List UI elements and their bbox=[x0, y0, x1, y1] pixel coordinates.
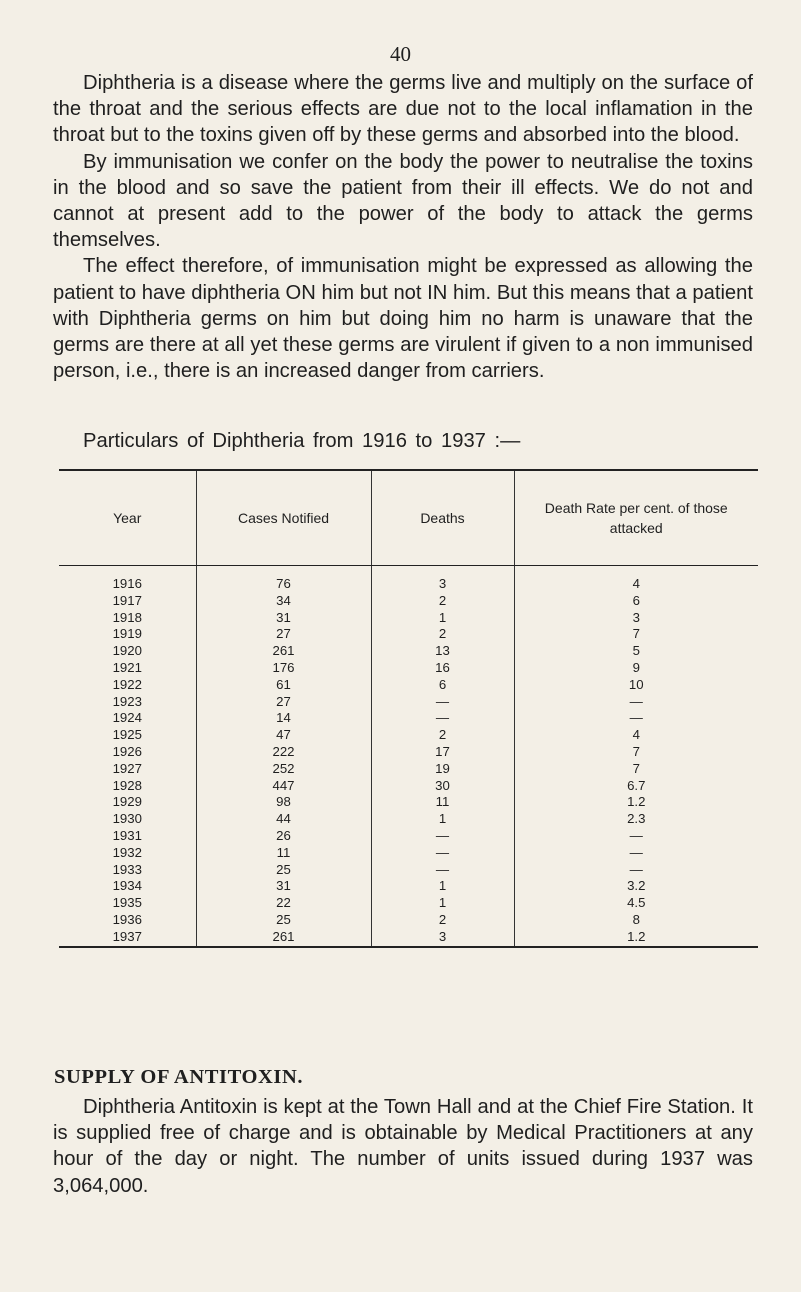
cell-death-rate: 8 bbox=[514, 912, 758, 929]
table-row bbox=[59, 929, 758, 947]
cell-cases: 447 bbox=[196, 778, 371, 795]
cell-deaths: — bbox=[371, 845, 514, 862]
cell-death-rate: — bbox=[514, 845, 758, 862]
cell-year: 1928 bbox=[112, 777, 142, 793]
cell-year: 1934 bbox=[112, 878, 142, 894]
cell-year: 1935 bbox=[112, 895, 142, 911]
header-cases-notified: Cases Notified bbox=[196, 470, 371, 566]
intro-paragraphs bbox=[53, 70, 753, 384]
cell-death-rate: 4 bbox=[514, 566, 758, 593]
page-number: 40 bbox=[390, 42, 411, 66]
paragraph-carriers: The effect therefore, of immunisation might be expressed as allowing the patient to have diphtheria ON him but not IN him. But this means that a patient with Diphtheria germs on him but doing him no harm is unaware that the germs are there at all yet these germs are virulent if given to a non immunised person, i.e., there is an increased danger from carriers. bbox=[53, 255, 753, 383]
cell-deaths: 2 bbox=[371, 912, 514, 929]
cell-cases: 25 bbox=[196, 912, 371, 929]
cell-year: 1927 bbox=[112, 760, 142, 776]
cell-death-rate: 7 bbox=[514, 626, 758, 643]
diphtheria-table bbox=[59, 469, 758, 948]
header-deaths: Deaths bbox=[371, 470, 514, 566]
cell-cases: 27 bbox=[196, 694, 371, 711]
header-death-rate: Death Rate per cent. of those attacked bbox=[514, 470, 758, 566]
cell-cases: 34 bbox=[196, 593, 371, 610]
cell-year: 1922 bbox=[112, 676, 142, 692]
table-row bbox=[59, 811, 758, 828]
cell-cases: 26 bbox=[196, 828, 371, 845]
cell-deaths: 2 bbox=[371, 727, 514, 744]
cell-year: 1932 bbox=[112, 844, 142, 860]
table-row bbox=[59, 626, 758, 643]
cell-death-rate: 5 bbox=[514, 643, 758, 660]
cell-year: 1929 bbox=[112, 794, 142, 810]
table-header-row bbox=[59, 470, 758, 566]
cell-year: 1918 bbox=[112, 609, 142, 625]
cell-cases: 222 bbox=[196, 744, 371, 761]
cell-cases: 61 bbox=[196, 677, 371, 694]
table-row bbox=[59, 710, 758, 727]
cell-deaths: — bbox=[371, 694, 514, 711]
cell-year: 1936 bbox=[112, 911, 142, 927]
table-row bbox=[59, 727, 758, 744]
cell-cases: 76 bbox=[196, 566, 371, 593]
cell-death-rate: 7 bbox=[514, 744, 758, 761]
table-row bbox=[59, 593, 758, 610]
cell-deaths: 1 bbox=[371, 878, 514, 895]
cell-year: 1925 bbox=[112, 727, 142, 743]
cell-death-rate: 3 bbox=[514, 610, 758, 627]
cell-death-rate: 6.7 bbox=[514, 778, 758, 795]
cell-year: 1923 bbox=[112, 693, 142, 709]
table-row bbox=[59, 643, 758, 660]
table-row bbox=[59, 677, 758, 694]
table-row bbox=[59, 878, 758, 895]
cell-year: 1930 bbox=[112, 811, 142, 827]
cell-cases: 27 bbox=[196, 626, 371, 643]
cell-year: 1933 bbox=[112, 861, 142, 877]
cell-cases: 44 bbox=[196, 811, 371, 828]
cell-cases: 14 bbox=[196, 710, 371, 727]
cell-death-rate: 4 bbox=[514, 727, 758, 744]
paragraph-immunisation: By immunisation we confer on the body the power to neutralise the toxins in the blood and so save the patient from their ill effects. We do not and cannot at present add to the power of the body to attack the germs themselves. bbox=[53, 150, 753, 252]
table-row bbox=[59, 761, 758, 778]
cell-death-rate: 9 bbox=[514, 660, 758, 677]
cell-deaths: 16 bbox=[371, 660, 514, 677]
cell-deaths: 1 bbox=[371, 811, 514, 828]
cell-year: 1926 bbox=[112, 743, 142, 759]
cell-year: 1916 bbox=[112, 576, 142, 591]
cell-year: 1920 bbox=[112, 643, 142, 659]
cell-death-rate: 7 bbox=[514, 761, 758, 778]
table-row bbox=[59, 828, 758, 845]
cell-deaths: 13 bbox=[371, 643, 514, 660]
cell-death-rate: 6 bbox=[514, 593, 758, 610]
cell-cases: 252 bbox=[196, 761, 371, 778]
cell-death-rate: 3.2 bbox=[514, 878, 758, 895]
cell-deaths: 3 bbox=[371, 566, 514, 593]
cell-death-rate: — bbox=[514, 710, 758, 727]
cell-cases: 98 bbox=[196, 794, 371, 811]
cell-cases: 261 bbox=[196, 929, 371, 947]
cell-deaths: 2 bbox=[371, 593, 514, 610]
header-year: Year bbox=[59, 470, 196, 566]
cell-deaths: — bbox=[371, 862, 514, 879]
cell-death-rate: — bbox=[514, 828, 758, 845]
cell-deaths: 17 bbox=[371, 744, 514, 761]
paragraph-germs: Diphtheria is a disease where the germs live and multiply on the surface of the throat and the serious effects are due not to the local inflamation in the throat but to the toxins given off by these germs and absorbed into the blood. bbox=[53, 72, 753, 147]
table-row bbox=[59, 660, 758, 677]
table-row bbox=[59, 694, 758, 711]
cell-deaths: 3 bbox=[371, 929, 514, 947]
table-row bbox=[59, 778, 758, 795]
table-body bbox=[59, 566, 758, 947]
cell-deaths: 1 bbox=[371, 895, 514, 912]
section-heading: SUPPLY OF ANTITOXIN. bbox=[54, 1066, 304, 1088]
cell-death-rate: 1.2 bbox=[514, 794, 758, 811]
cell-deaths: 30 bbox=[371, 778, 514, 795]
cell-deaths: 11 bbox=[371, 794, 514, 811]
cell-year: 1924 bbox=[112, 710, 142, 726]
cell-death-rate: 1.2 bbox=[514, 929, 758, 947]
table-caption: Particulars of Diphtheria from 1916 to 1937 :— bbox=[83, 430, 521, 452]
table-row bbox=[59, 862, 758, 879]
cell-deaths: — bbox=[371, 710, 514, 727]
cell-year: 1917 bbox=[112, 592, 142, 608]
table-row bbox=[59, 912, 758, 929]
cell-death-rate: 4.5 bbox=[514, 895, 758, 912]
cell-cases: 11 bbox=[196, 845, 371, 862]
cell-year: 1931 bbox=[112, 827, 142, 843]
cell-year: 1937 bbox=[59, 929, 196, 947]
cell-deaths: 19 bbox=[371, 761, 514, 778]
table-row bbox=[59, 895, 758, 912]
cell-year: 1921 bbox=[112, 659, 142, 675]
cell-cases: 31 bbox=[196, 610, 371, 627]
cell-cases: 176 bbox=[196, 660, 371, 677]
cell-death-rate: 10 bbox=[514, 677, 758, 694]
table-row bbox=[59, 566, 758, 593]
cell-death-rate: — bbox=[514, 694, 758, 711]
cell-deaths: 2 bbox=[371, 626, 514, 643]
cell-cases: 25 bbox=[196, 862, 371, 879]
cell-cases: 47 bbox=[196, 727, 371, 744]
cell-year: 1919 bbox=[112, 626, 142, 642]
cell-cases: 22 bbox=[196, 895, 371, 912]
cell-cases: 261 bbox=[196, 643, 371, 660]
table-row bbox=[59, 744, 758, 761]
section-body: Diphtheria Antitoxin is kept at the Town Hall and at the Chief Fire Station. It is supplied free of charge and is obtainable by Medical Practitioners at any hour of the day or night. The number of units issued during 1937 was 3,064,000. bbox=[53, 1096, 753, 1197]
table-row bbox=[59, 845, 758, 862]
cell-deaths: 6 bbox=[371, 677, 514, 694]
table-row bbox=[59, 610, 758, 627]
cell-deaths: 1 bbox=[371, 610, 514, 627]
cell-death-rate: — bbox=[514, 862, 758, 879]
table-row bbox=[59, 794, 758, 811]
cell-death-rate: 2.3 bbox=[514, 811, 758, 828]
cell-cases: 31 bbox=[196, 878, 371, 895]
cell-deaths: — bbox=[371, 828, 514, 845]
